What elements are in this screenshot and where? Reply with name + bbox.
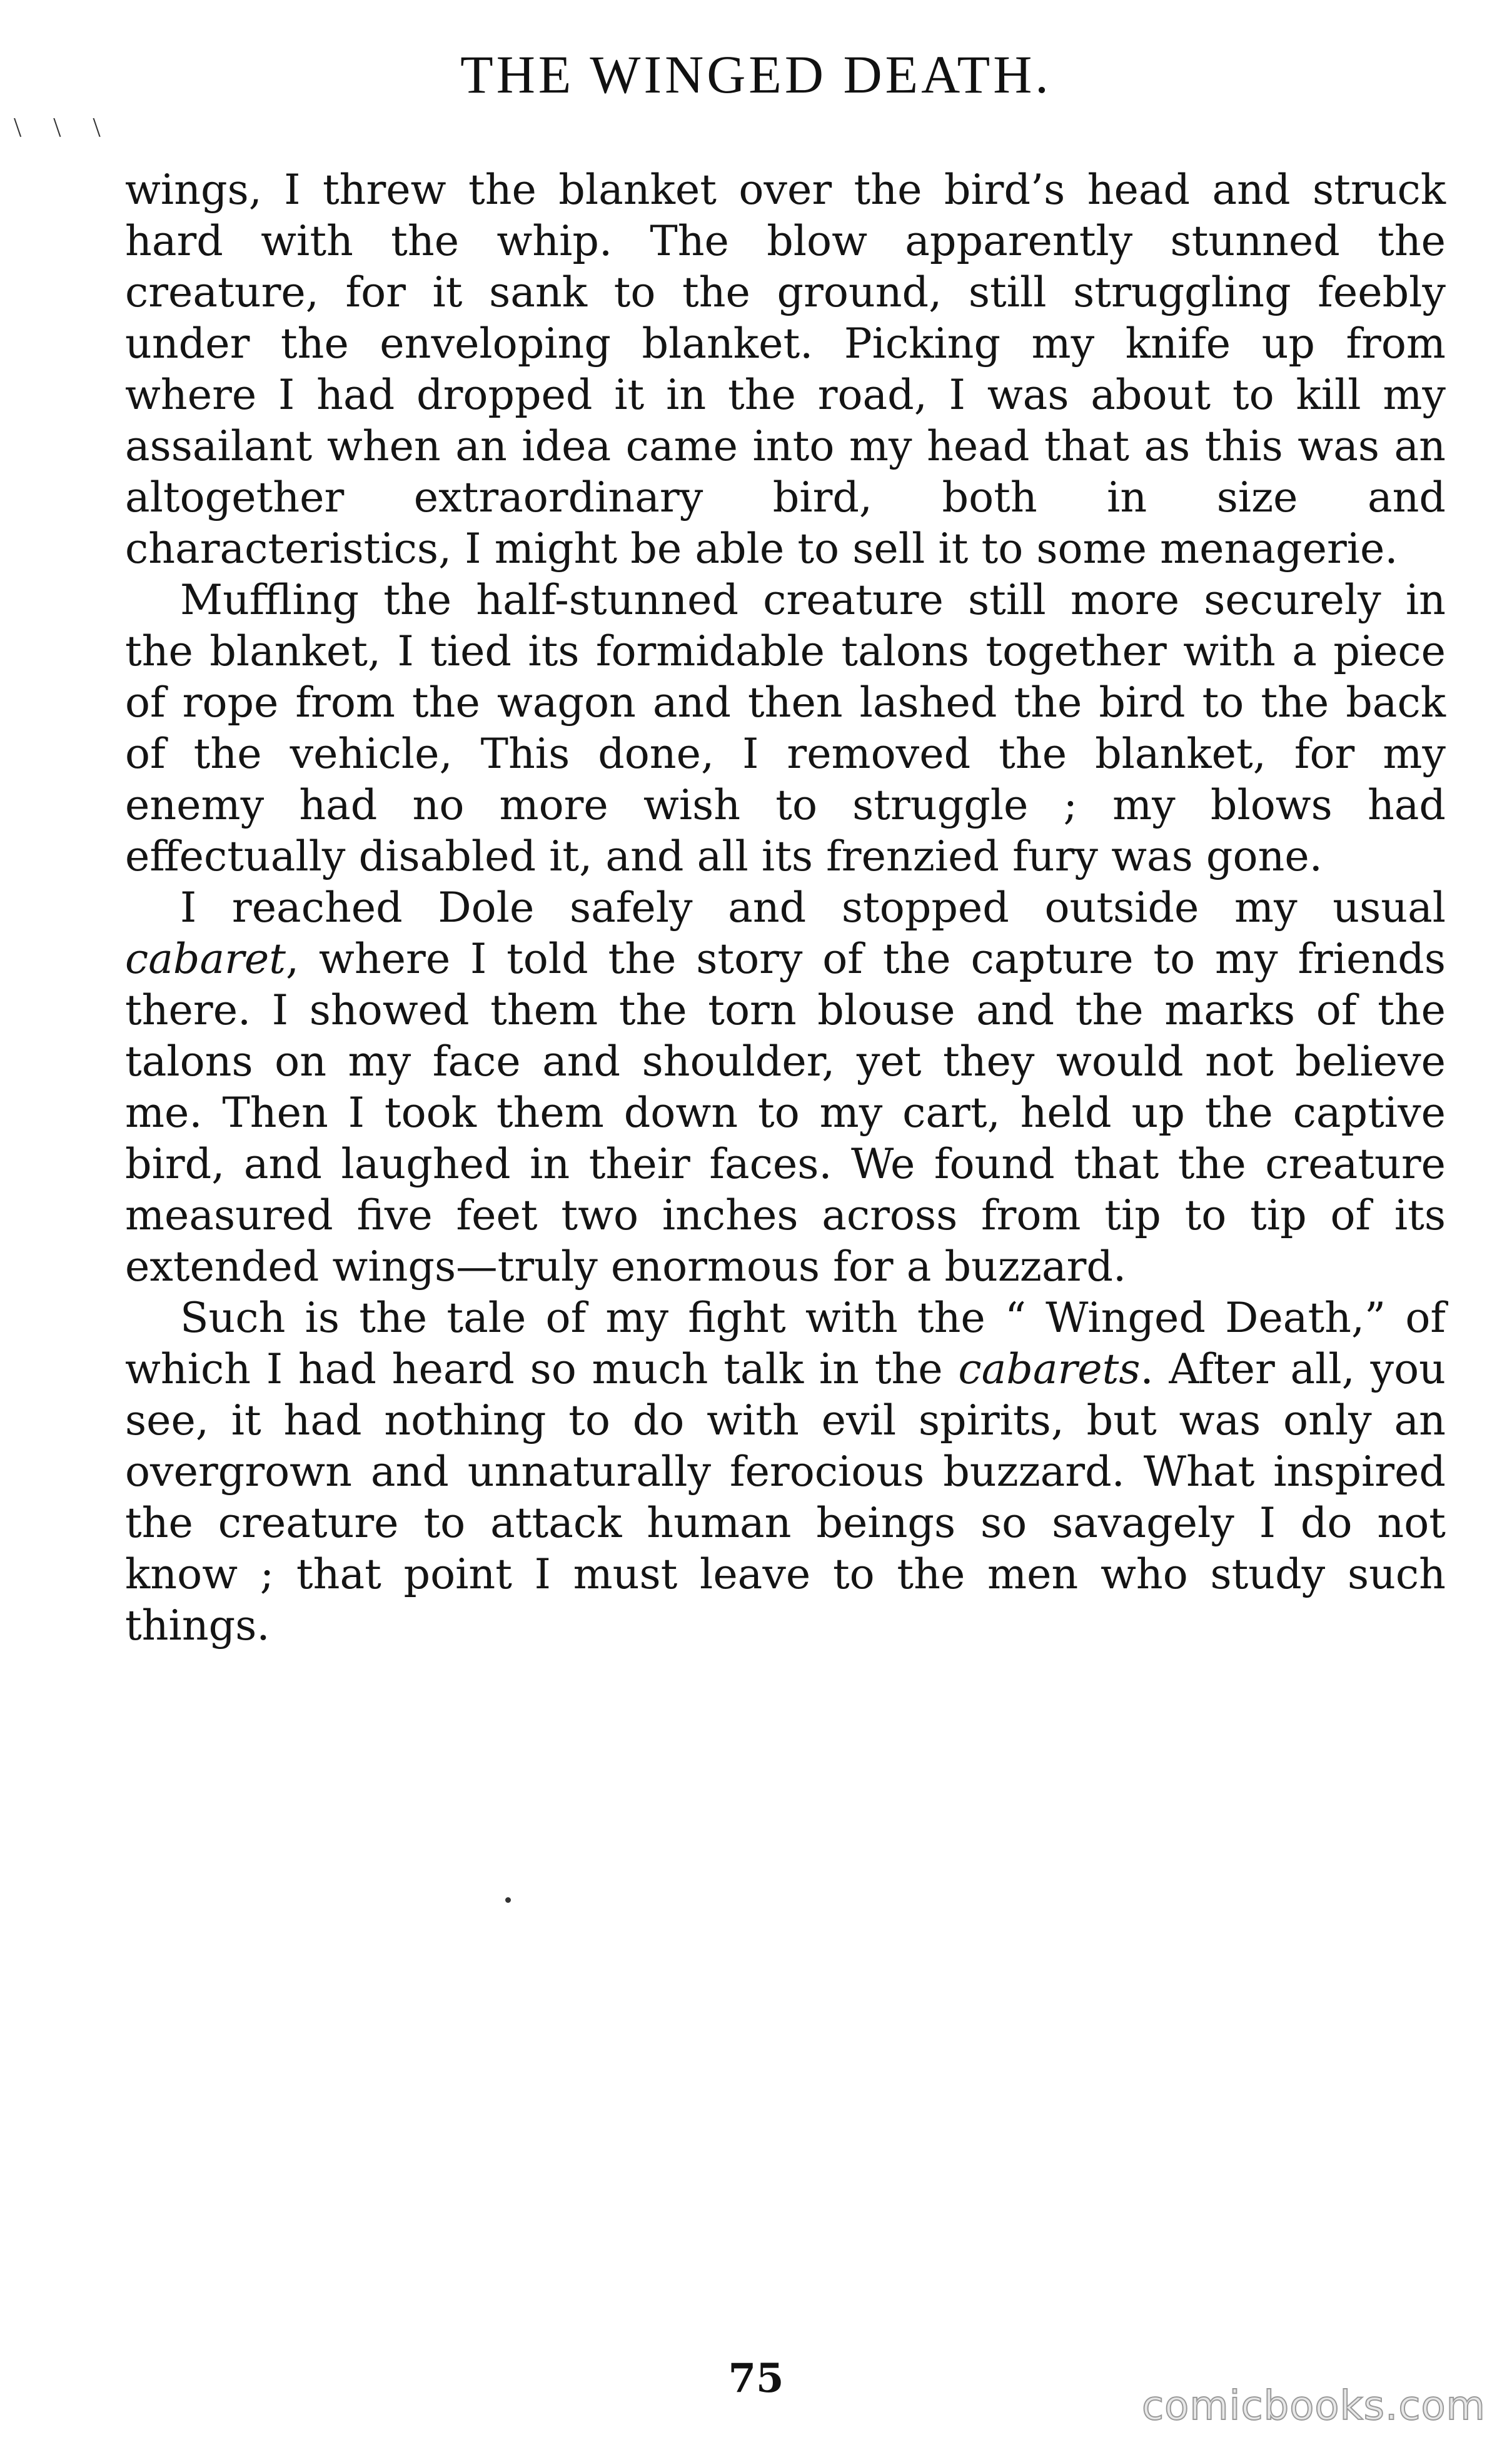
paragraph-2-text: Muffling the half-stunned creature still more securely in the blanket, I tied its formidable talons together with a piece of rope from the wagon and then lashed the bird to the back of the vehicle, This done, I removed the blanket, for my enemy had no more wish to struggle ; my blows had effectually disabled it, and all its frenzied fury was gone.	[125, 575, 1446, 880]
paragraph-2	[125, 574, 1446, 882]
paragraph-4-text-end: . After all, you see, it had nothing to do with evil spirits, but was only an overgrown and unnaturally ferocious buzzard. What inspired the creature to attack human beings so savagely I do not know ; that point I must leave to the men who study such things.	[125, 1344, 1446, 1650]
paragraph-3	[125, 882, 1446, 1292]
body-text	[125, 164, 1446, 1651]
paragraph-3-text-end: , where I told the story of the capture to my friends there. I showed them the torn blouse and the marks of the talons on my face and shoulder, yet they would not believe me. Then I took them down to my cart, held up the captive bird, and laughed in their faces. We found that the creature measured five feet two inches across from tip to tip of its extended wings—truly enormous for a buzzard.	[125, 934, 1446, 1291]
paragraph-4	[125, 1292, 1446, 1651]
paragraph-1	[125, 164, 1446, 574]
paragraph-4-italic-word: cabarets	[958, 1344, 1141, 1393]
page-number: 75	[728, 2355, 784, 2402]
ink-speck	[505, 1897, 511, 1903]
paragraph-3-italic-word: cabaret	[125, 934, 286, 983]
paragraph-4-text-start: Such is the tale of my fight with the “ Winged Death,” of which I had heard so much talk in the	[125, 1293, 1446, 1393]
watermark-logo: comicbooks.com	[1141, 2383, 1486, 2429]
paragraph-3-text-start: I reached Dole safely and stopped outside my usual	[180, 883, 1446, 932]
running-head: THE WINGED DEATH.	[460, 44, 1052, 104]
margin-marks: \ \ \	[14, 112, 113, 143]
paragraph-1-text: wings, I threw the blanket over the bird’s head and struck hard with the whip. The blow apparently stunned the creature, for it sank to the ground, still struggling feebly under the enveloping blanket. Picking my knife up from where I had dropped it in the road, I was about to kill my assailant when an idea came into my head that as this was an altogether extraordinary bird, both in size and characteristics, I might be able to sell it to some menagerie.	[125, 165, 1446, 573]
